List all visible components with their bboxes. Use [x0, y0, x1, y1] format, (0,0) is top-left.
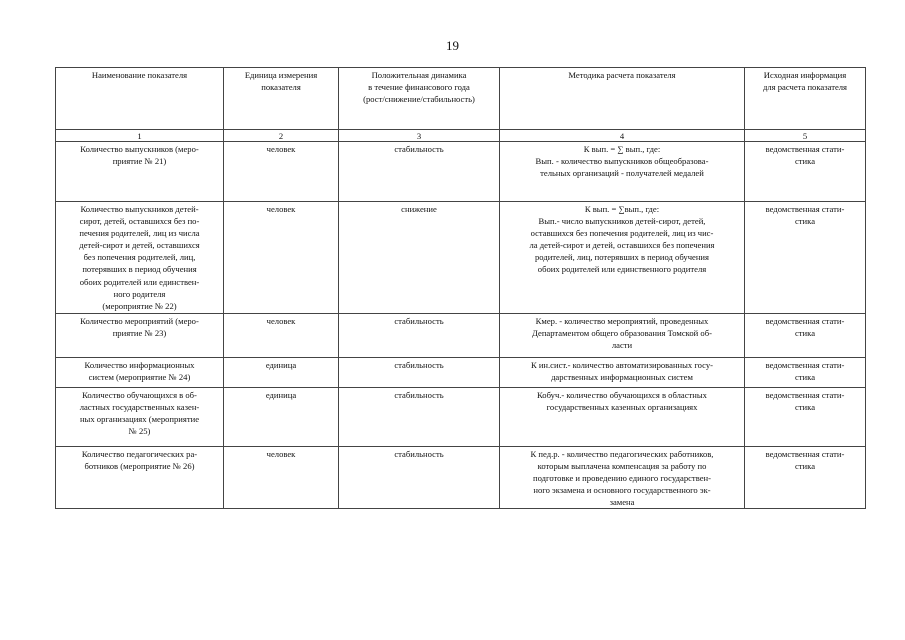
text-line: сирот, детей, оставшихся без по- — [79, 216, 200, 227]
method-cell — [500, 202, 745, 314]
text-line: систем (мероприятие № 24) — [88, 372, 191, 383]
text-line: Кобуч.- количество обучающихся в областных — [537, 390, 707, 400]
unit-cell: человек — [224, 447, 339, 509]
text-line: № 25) — [128, 426, 151, 437]
text-line: родителей, лиц, потерявших в период обучения — [534, 252, 709, 263]
text-line: Количество информационных — [84, 360, 195, 370]
header-unit — [224, 68, 339, 130]
unit-cell: человек — [224, 142, 339, 202]
indicators-table — [55, 67, 866, 509]
text-line: Количество выпускников (меро- — [80, 144, 199, 154]
text-line: стика — [794, 156, 816, 167]
text-line: Положительная динамика — [371, 70, 467, 80]
text-line: печения родителей, лиц из числа — [79, 228, 200, 239]
table-row — [56, 202, 866, 314]
text-line: Кмер. - количество мероприятий, проведенных — [535, 316, 709, 326]
method-cell — [500, 142, 745, 202]
indicator-name — [56, 447, 224, 509]
text-line: ведомственная стати- — [765, 316, 845, 326]
dynamics-cell: стабильность — [339, 142, 500, 202]
text-line: приятие № 21) — [112, 156, 167, 167]
indicator-name — [56, 388, 224, 447]
text-line: ного родителя — [113, 288, 166, 299]
text-line: К вып. = ∑ вып., где: — [583, 144, 661, 154]
header-source — [745, 68, 866, 130]
column-number: 3 — [339, 130, 500, 142]
dynamics-cell: снижение — [339, 202, 500, 314]
table-row — [56, 388, 866, 447]
text-line: приятие № 23) — [112, 328, 167, 339]
table-row — [56, 358, 866, 388]
text-line: дарственных информационных систем — [551, 372, 693, 383]
text-line: Единица измерения — [244, 70, 318, 80]
indicator-name — [56, 202, 224, 314]
unit-cell: единица — [224, 388, 339, 447]
method-cell — [500, 447, 745, 509]
text-line: оставшихся без попечения родителей, лиц из чис- — [530, 228, 714, 239]
text-line: К пед.р. - количество педагогических работников, — [530, 449, 714, 459]
text-line: ведомственная стати- — [765, 360, 845, 370]
indicator-name — [56, 142, 224, 202]
text-line: ла детей-сирот и детей, оставшихся без попечения — [529, 240, 715, 251]
method-cell — [500, 388, 745, 447]
text-line: государственных казенных организациях — [546, 402, 698, 413]
text-line: Количество обучающихся в об- — [82, 390, 197, 400]
text-line: ласти — [611, 340, 633, 351]
source-cell — [745, 314, 866, 358]
text-line: стика — [794, 372, 816, 383]
text-line: ботников (мероприятие № 26) — [84, 461, 195, 472]
text-line: в течение финансового года — [368, 82, 470, 93]
header-row — [56, 68, 866, 130]
text-line: Исходная информация — [763, 70, 847, 80]
column-number: 2 — [224, 130, 339, 142]
column-number: 1 — [56, 130, 224, 142]
indicator-name — [56, 314, 224, 358]
text-line: стика — [794, 402, 816, 413]
text-line: ластных государственных казен- — [79, 402, 200, 413]
unit-cell: человек — [224, 202, 339, 314]
source-cell — [745, 202, 866, 314]
text-line: К ин.сист.- количество автоматизированных госу- — [530, 360, 714, 370]
table-row — [56, 142, 866, 202]
text-line: которым выплачена компенсация за работу по — [537, 461, 707, 472]
text-line: ного экзамена и основного государственного эк- — [533, 485, 711, 496]
header-dynamics — [339, 68, 500, 130]
source-cell — [745, 447, 866, 509]
method-cell — [500, 314, 745, 358]
text-line: ведомственная стати- — [765, 204, 845, 214]
text-line: подготовке и проведению единого государствен- — [533, 473, 711, 484]
text-line: Департаментом общего образования Томской об- — [532, 328, 712, 339]
text-line: тельных организаций - получателей медалей — [540, 168, 704, 179]
dynamics-cell: стабильность — [339, 358, 500, 388]
column-number-row — [56, 130, 866, 142]
text-line: ных организациях (мероприятие — [79, 414, 200, 425]
table-row — [56, 314, 866, 358]
text-line: Наименование показателя — [91, 70, 188, 80]
text-line: потерявших в период обучения — [82, 264, 197, 275]
text-line: Количество выпускников детей- — [80, 204, 199, 214]
text-line: стика — [794, 461, 816, 472]
header-method — [500, 68, 745, 130]
unit-cell: человек — [224, 314, 339, 358]
column-number: 4 — [500, 130, 745, 142]
text-line: стика — [794, 216, 816, 227]
text-line: детей-сирот и детей, оставшихся — [79, 240, 200, 251]
text-line: Вып. - количество выпускников общеобразова- — [535, 156, 709, 167]
text-line: ведомственная стати- — [765, 144, 845, 154]
text-line: ведомственная стати- — [765, 390, 845, 400]
text-line: К вып. = ∑вып., где: — [584, 204, 660, 214]
text-line: без попечения родителей, лиц, — [83, 252, 196, 263]
dynamics-cell: стабильность — [339, 447, 500, 509]
indicator-name — [56, 358, 224, 388]
text-line: показателя — [261, 82, 301, 93]
header-indicator-name — [56, 68, 224, 130]
text-line: обоих родителей или единствен- — [79, 276, 200, 287]
dynamics-cell: стабильность — [339, 388, 500, 447]
source-cell — [745, 358, 866, 388]
text-line: для расчета показателя — [762, 82, 848, 93]
text-line: обоих родителей или единственного родителя — [537, 264, 707, 275]
text-line: ведомственная стати- — [765, 449, 845, 459]
text-line: (рост/снижение/стабильность) — [363, 94, 475, 105]
page-number: 19 — [446, 38, 459, 53]
dynamics-cell: стабильность — [339, 314, 500, 358]
text-line: Количество педагогических ра- — [81, 449, 198, 459]
table-row — [56, 447, 866, 509]
source-cell — [745, 388, 866, 447]
text-line: (мероприятие № 22) — [102, 300, 177, 311]
source-cell — [745, 142, 866, 202]
unit-cell: единица — [224, 358, 339, 388]
text-line: замена — [609, 497, 635, 508]
text-line: Вып.- число выпускников детей-сирот, детей, — [538, 216, 706, 227]
method-cell — [500, 358, 745, 388]
text-line: Методика расчета показателя — [568, 70, 676, 80]
column-number: 5 — [745, 130, 866, 142]
text-line: Количество мероприятий (меро- — [80, 316, 199, 326]
text-line: стика — [794, 328, 816, 339]
